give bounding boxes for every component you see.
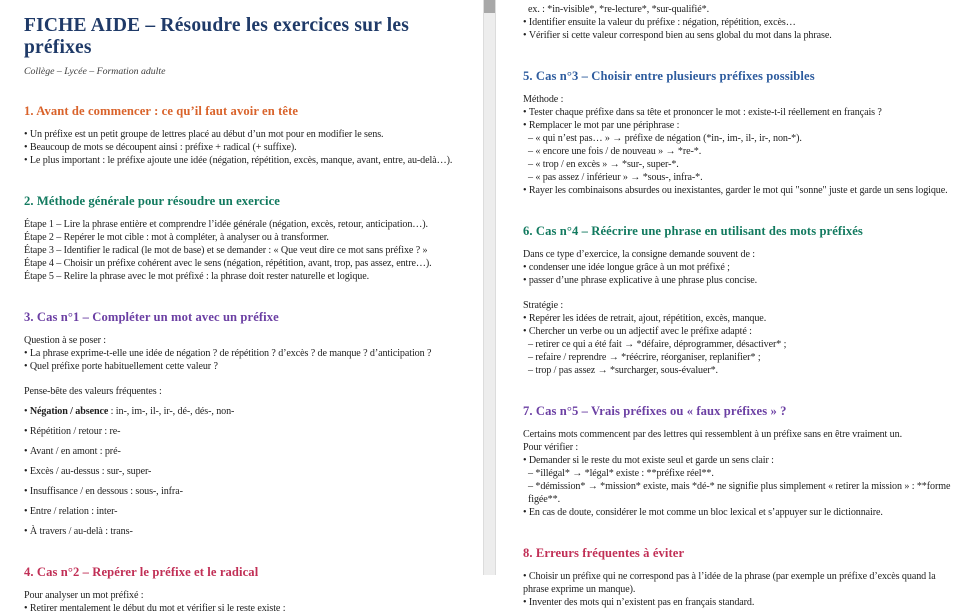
bullet-line: • À travers / au-delà : trans- [24,525,477,538]
text-line: Méthode : [523,94,564,105]
dash-line: – « pas assez / inférieur » → *sous-, infra-*. [528,172,703,183]
text-line: Pour analyser un mot préfixé : [24,590,144,601]
section-cas-2-suite [523,3,953,42]
left-column [0,0,483,614]
dash-line: – refaire / reprendre → *réécrire, réorganiser, replanifier* ; [528,352,761,363]
text-line: Étape 2 – Repérer le mot cible : mot à compléter, à analyser ou à transformer. [24,232,329,243]
section-heading: 6. Cas n°4 – Réécrire une phrase en utilisant des mots préfixés [523,224,863,238]
dash-line: – « encore une fois / de nouveau » → *re-*. [528,146,702,157]
bullet-line: • Vérifier si cette valeur correspond bien au sens global du mot dans la phrase. [523,29,953,42]
section-heading: 7. Cas n°5 – Vrais préfixes ou « faux préfixes » ? [523,404,787,418]
section-cas-5-vrais-faux [523,404,953,519]
text-line: Certains mots commencent par des lettres qui ressemblent à un préfixe sans en être vraiment un. [523,429,902,440]
bullet-line: • Un préfixe est un petit groupe de lettres placé au début d’un mot pour en modifier le sens. [24,128,477,141]
bullet-line: • condenser une idée longue grâce à un mot préfixé ; [523,261,953,274]
dash-line: – « qui n’est pas… » → préfixe de négation (*in-, im-, il-, ir-, non-*). [528,133,802,144]
dash-line: – retirer ce qui a été fait → *défaire, déprogrammer, désactiver* ; [528,339,787,350]
bullet-line: • En cas de doute, considérer le mot comme un bloc lexical et s’appuyer sur le dictionnaire. [523,506,953,519]
section-cas-2-reperer [24,565,477,615]
text-line: Étape 4 – Choisir un préfixe cohérent avec le sens (négation, répétition, avant, trop, pas assez, entre…). [24,258,432,269]
scrollbar-divider[interactable] [483,0,496,575]
scrollbar-thumb[interactable] [484,0,495,13]
section-heading: 1. Avant de commencer : ce qu’il faut avoir en tête [24,104,299,118]
bullet-line: • La phrase exprime-t-elle une idée de négation ? de répétition ? d’excès ? de manque ? d’anticipation ? [24,347,477,360]
section-heading: 8. Erreurs fréquentes à éviter [523,546,685,560]
left-sections [24,104,477,615]
bullet-line: • Demander si le reste du mot existe seul et garde un sens clair : [523,454,953,467]
page-title: FICHE AIDE – Résoudre les exercices sur les préfixes [24,15,410,58]
text-line: Pour vérifier : [523,442,579,453]
bullet-line: • Beaucoup de mots se découpent ainsi : préfixe + radical (+ suffixe). [24,141,477,154]
text-line: ex. : *in-visible*, *re-lecture*, *sur-qualifié*. [528,4,710,15]
bullet-line: • Quel préfixe porte habituellement cette valeur ? [24,360,477,373]
bullet-line: • Repérer les idées de retrait, ajout, répétition, excès, manque. [523,312,953,325]
bullet-line: • Entre / relation : inter- [24,505,477,518]
bullet-line: • Insuffisance / en dessous : sous-, infra- [24,485,477,498]
bullet-line: • Retirer mentalement le début du mot et vérifier si le reste existe : [24,602,477,615]
section-avant-de-commencer [24,104,477,167]
text-line: Question à se poser : [24,335,106,346]
section-methode-generale [24,194,477,283]
text-line: Stratégie : [523,300,564,311]
bullet-line: • Répétition / retour : re- [24,425,477,438]
bullet-line: • Négation / absence : in-, im-, il-, ir-, dé-, dés-, non- [24,405,477,418]
bullet-line: • Inventer des mots qui n’existent pas en français standard. [523,596,953,609]
text-line: Étape 1 – Lire la phrase entière et comprendre l’idée générale (négation, excès, retour, anticipation…). [24,219,428,230]
dash-line: – *démission* → *mission* existe, mais *dé-* ne signifie plus simplement « retirer la mission » : **forme figée**. [528,481,951,505]
right-sections [523,3,953,609]
page-subtitle: Collège – Lycée – Formation adulte [24,66,166,77]
section-cas-4-reecrire [523,224,953,377]
bullet-line: • Rayer les combinaisons absurdes ou inexistantes, garder le mot qui "sonne" juste et garde un sens logique. [523,184,953,197]
bold-lead: Négation / absence [29,406,109,417]
section-cas-3-choisir [523,69,953,197]
section-erreurs-frequentes [523,546,953,609]
bullet-line: • Chercher un verbe ou un adjectif avec le préfixe adapté : [523,325,953,338]
dash-line: – *illégal* → *légal* existe : **préfixe réel**. [528,468,714,479]
bullet-line: • Excès / au-dessus : sur-, super- [24,465,477,478]
dash-line: – « trop / en excès » → *sur-, super-*. [528,159,679,170]
bullet-line: • passer d’une phrase explicative à une phrase plus concise. [523,274,953,287]
bullet-line: • Identifier ensuite la valeur du préfixe : négation, répétition, excès… [523,16,953,29]
text-line: Étape 5 – Relire la phrase avec le mot préfixé : la phrase doit rester naturelle et logique. [24,271,370,282]
section-heading: 5. Cas n°3 – Choisir entre plusieurs préfixes possibles [523,69,815,83]
section-heading: 2. Méthode générale pour résoudre un exercice [24,194,280,208]
bullet-line: • Avant / en amont : pré- [24,445,477,458]
text-line: Pense-bête des valeurs fréquentes : [24,386,162,397]
bullet-line: • Choisir un préfixe qui ne correspond pas à l’idée de la phrase (par exemple un préfixe d’excès quand la phrase exprime un manque). [523,570,953,596]
section-cas-1-completer [24,310,477,538]
bullet-line: • Remplacer le mot par une périphrase : [523,119,953,132]
text-line: Dans ce type d’exercice, la consigne demande souvent de : [523,249,755,260]
right-column [496,0,971,608]
bullet-line: • Tester chaque préfixe dans sa tête et prononcer le mot : existe-t-il réellement en français ? [523,106,953,119]
bullet-line: • Le plus important : le préfixe ajoute une idée (négation, répétition, excès, manque, avant, entre, au-delà…). [24,154,477,167]
section-heading: 4. Cas n°2 – Repérer le préfixe et le radical [24,565,259,579]
text-line: Étape 3 – Identifier le radical (le mot de base) et se demander : « Que veut dire ce mot sans préfixe ? » [24,245,428,256]
dash-line: – trop / pas assez → *surcharger, sous-évaluer*. [528,365,718,376]
section-heading: 3. Cas n°1 – Compléter un mot avec un préfixe [24,310,279,324]
